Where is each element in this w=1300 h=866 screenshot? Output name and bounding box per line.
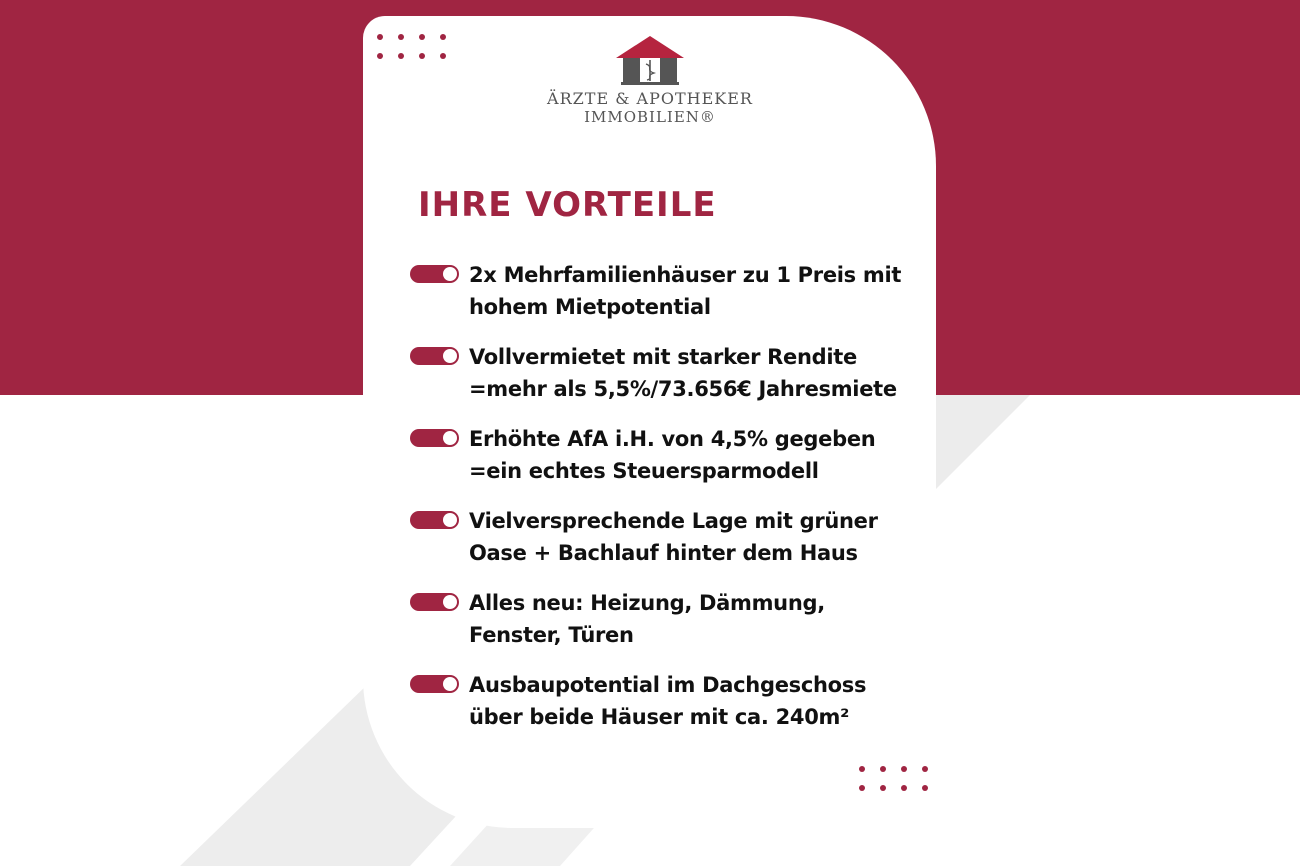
benefit-line-2: über beide Häuser mit ca. 240m² — [469, 705, 850, 729]
benefit-item — [408, 341, 933, 423]
toggle-icon — [410, 511, 459, 529]
benefit-text — [469, 341, 937, 405]
benefit-item — [408, 423, 933, 505]
benefit-text — [469, 259, 937, 323]
benefit-item — [408, 587, 933, 669]
benefit-item — [408, 259, 933, 341]
benefit-line-2: Fenster, Türen — [469, 623, 634, 647]
benefit-line-2: Oase + Bachlauf hinter dem Haus — [469, 541, 858, 565]
dot-grid-bottom — [859, 766, 928, 791]
toggle-icon — [410, 429, 459, 447]
benefit-item — [408, 669, 933, 751]
benefit-text — [469, 587, 937, 651]
benefit-line-2: hohem Mietpotential — [469, 295, 711, 319]
benefit-text — [469, 423, 937, 487]
benefit-line-2: =mehr als 5,5%/73.656€ Jahresmiete — [469, 377, 897, 401]
benefits-list — [408, 259, 933, 751]
benefit-line-1: 2x Mehrfamilienhäuser zu 1 Preis mit — [469, 263, 902, 287]
benefit-line-2: =ein echtes Steuersparmodell — [469, 459, 819, 483]
benefit-line-1: Vielversprechende Lage mit grüner — [469, 509, 878, 533]
benefit-item — [408, 505, 933, 587]
benefit-line-1: Alles neu: Heizung, Dämmung, — [469, 591, 825, 615]
section-title: IHRE VORTEILE — [418, 185, 717, 225]
toggle-icon — [410, 347, 459, 365]
toggle-icon — [410, 593, 459, 611]
benefit-text — [469, 669, 937, 733]
company-logo — [520, 34, 780, 126]
toggle-icon — [410, 265, 459, 283]
benefit-line-1: Erhöhte AfA i.H. von 4,5% gegeben — [469, 427, 876, 451]
benefit-line-1: Vollvermietet mit starker Rendite — [469, 345, 857, 369]
dot-grid-top — [377, 34, 446, 59]
house-caduceus-icon — [614, 34, 686, 86]
benefit-line-1: Ausbaupotential im Dachgeschoss — [469, 673, 867, 697]
brand-name-line1: ÄRZTE & APOTHEKER — [547, 89, 753, 108]
benefit-text — [469, 505, 937, 569]
brand-name-line2: IMMOBILIEN® — [584, 108, 716, 126]
toggle-icon — [410, 675, 459, 693]
